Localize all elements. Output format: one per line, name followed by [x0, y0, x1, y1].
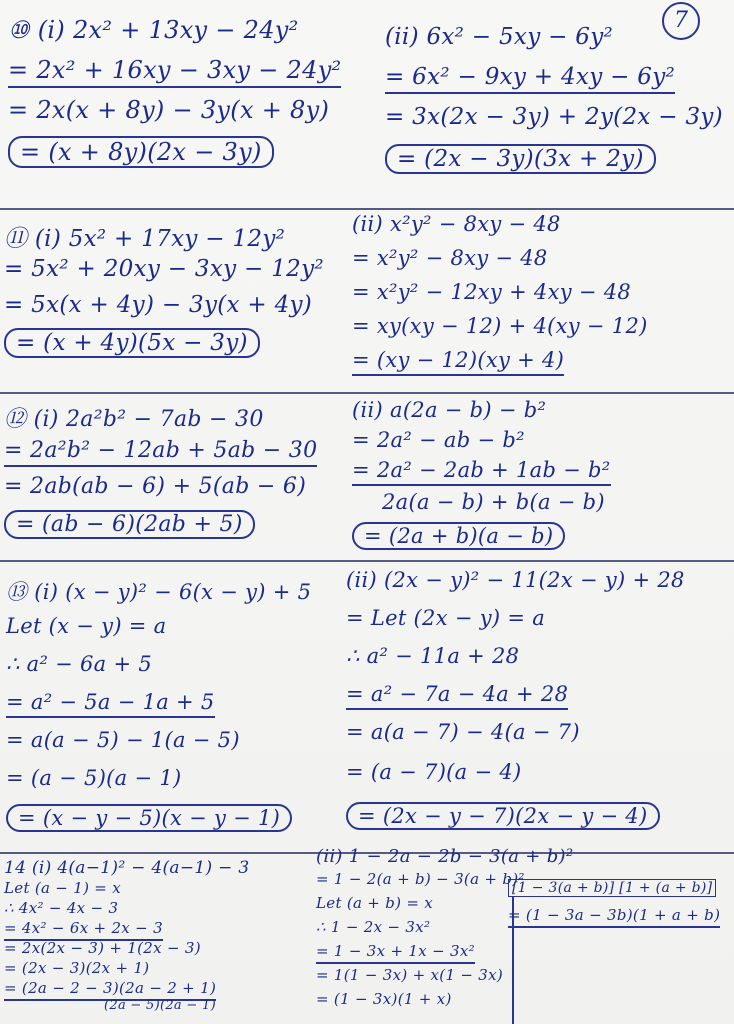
- section-divider-1: [0, 208, 734, 210]
- page-number: 7: [662, 2, 700, 40]
- question-11-part-ii: [352, 212, 648, 382]
- q10i-answer: = (x + 8y)(2x − 3y): [8, 136, 274, 168]
- q13i-line-2: Let (x − y) = a: [6, 614, 167, 638]
- q14ii-answer: = (1 − 3a − 3b)(1 + a + b): [508, 906, 720, 928]
- q12ii-line-1: (ii) a(2a − b) − b²: [352, 398, 547, 422]
- q13i-line-4: [6, 690, 311, 728]
- q14ii-line-6: = 1(1 − 3x) + x(1 − 3x): [316, 966, 504, 984]
- q11i-line-2: = 5x² + 20xy − 3xy − 12y²: [4, 256, 324, 282]
- q10ii-line-1: (ii) 6x² − 5xy − 6y²: [385, 24, 614, 50]
- question-11-part-i: [4, 220, 324, 368]
- q13ii-line-4: [346, 682, 685, 720]
- q13ii-answer: = (2x − y − 7)(2x − y − 4): [346, 802, 660, 830]
- q14ii-line-1: (ii) 1 − 2a − 2b − 3(a + b)²: [316, 846, 574, 867]
- q13ii-line-7: [346, 802, 685, 842]
- q10i-line-2-text: = 2x² + 16xy − 3xy − 24y²: [8, 56, 341, 88]
- q14i-line-2: Let (a − 1) = x: [4, 879, 121, 897]
- q10i-line-2: [8, 56, 341, 96]
- q12ii-answer: = (2a + b)(a − b): [352, 522, 565, 550]
- q13i-answer: = (x − y − 5)(x − y − 1): [6, 804, 292, 832]
- q11i-line-4: [4, 328, 324, 368]
- q14i-line-4-text: = 4x² − 6x + 2x − 3: [4, 919, 163, 941]
- question-10-part-i: [8, 16, 341, 176]
- q12ii-line-2: = 2a² − ab − b²: [352, 428, 525, 452]
- q14i-line-3: ∴ 4x² − 4x − 3: [4, 899, 119, 917]
- q14ii-line-4: ∴ 1 − 2x − 3x²: [316, 918, 431, 936]
- q13i-line-7: [6, 804, 311, 842]
- q13ii-line-6: = (a − 7)(a − 4): [346, 760, 522, 784]
- q11ii-line-1: (ii) x²y² − 8xy − 48: [352, 212, 561, 236]
- q13ii-line-5: = a(a − 7) − 4(a − 7): [346, 720, 580, 744]
- q12i-line-2-text: = 2a²b² − 12ab + 5ab − 30: [4, 438, 317, 467]
- question-14-part-ii-continued: [508, 880, 720, 936]
- question-12-part-ii: [352, 398, 611, 554]
- q14i-line-8: (2a − 5)(2a − 1): [104, 998, 216, 1013]
- q11i-answer: = (x + 4y)(5x − 3y): [4, 328, 260, 358]
- q10ii-line-4: [385, 144, 723, 184]
- q10ii-line-2-text: = 6x² − 9xy + 4xy − 6y²: [385, 64, 675, 94]
- q13i-line-1: ⑬ (i) (x − y)² − 6(x − y) + 5: [6, 580, 312, 604]
- q12ii-line-5: [352, 522, 611, 554]
- q14ii-bracket-factors: [1 − 3(a + b)] [1 + (a + b)]: [508, 879, 716, 897]
- q11i-line-1: ⑪ (i) 5x² + 17xy − 12y²: [4, 226, 286, 252]
- question-12-part-i: [4, 402, 317, 546]
- q14ii-line-2: = 1 − 2(a + b) − 3(a + b)²: [316, 870, 525, 888]
- q12i-line-3: = 2ab(ab − 6) + 5(ab − 6): [4, 474, 307, 499]
- q13ii-line-3: ∴ a² − 11a + 28: [346, 644, 520, 668]
- q11ii-line-3: = x²y² − 12xy + 4xy − 48: [352, 280, 632, 304]
- q11ii-line-5: [352, 348, 648, 382]
- q10i-line-4: [8, 136, 341, 176]
- q11i-line-3: = 5x(x + 4y) − 3y(x + 4y): [4, 292, 313, 318]
- q12i-line-2: [4, 438, 317, 474]
- q10ii-line-2: [385, 64, 723, 104]
- q14i-line-7-text: = (2a − 2 − 3)(2a − 2 + 1): [4, 979, 216, 1001]
- question-10-part-ii: [385, 24, 723, 184]
- q12i-answer: = (ab − 6)(2ab + 5): [4, 510, 255, 539]
- q10i-line-3: = 2x(x + 8y) − 3y(x + 8y): [8, 96, 330, 124]
- question-13-part-i: [6, 576, 311, 842]
- q10i-line-1: ⑩ (i) 2x² + 13xy − 24y²: [8, 16, 299, 44]
- q12ii-line-3-text: = 2a² − 2ab + 1ab − b²: [352, 458, 611, 486]
- question-13-part-ii: [346, 568, 685, 842]
- q13ii-line-1: (ii) (2x − y)² − 11(2x − y) + 28: [346, 568, 685, 592]
- q14i-line-6: = (2x − 3)(2x + 1): [4, 959, 150, 977]
- q14i-line-7: [4, 979, 250, 998]
- q13ii-line-2: = Let (2x − y) = a: [346, 606, 546, 630]
- q14i-line-4: [4, 919, 250, 939]
- q14i-line-1: 14 (i) 4(a−1)² − 4(a−1) − 3: [4, 858, 250, 878]
- section-divider-3: [0, 560, 734, 562]
- q13i-line-4-text: = a² − 5a − 1a + 5: [6, 690, 215, 718]
- q14ii-line-5: [316, 942, 573, 966]
- q11ii-line-2: = x²y² − 8xy − 48: [352, 246, 548, 270]
- section-divider-2: [0, 392, 734, 394]
- q13i-line-6: = (a − 5)(a − 1): [6, 766, 182, 790]
- q12i-line-4: [4, 510, 317, 546]
- q12ii-line-3: [352, 458, 611, 490]
- q14ii-cont-line-1: [508, 880, 720, 906]
- q10ii-answer: = (2x − 3y)(3x + 2y): [385, 144, 656, 174]
- question-14-part-i: [4, 858, 250, 1016]
- q13i-line-5: = a(a − 5) − 1(a − 5): [6, 728, 240, 752]
- q14ii-line-3: Let (a + b) = x: [316, 894, 434, 912]
- q11ii-line-4: = xy(xy − 12) + 4(xy − 12): [352, 314, 648, 338]
- q11ii-answer: = (xy − 12)(xy + 4): [352, 348, 564, 376]
- q12ii-line-4: 2a(a − b) + b(a − b): [382, 490, 605, 514]
- q14ii-cont-line-2: [508, 906, 720, 936]
- q14i-line-5: = 2x(2x − 3) + 1(2x − 3): [4, 939, 201, 957]
- q12i-line-1: ⑫ (i) 2a²b² − 7ab − 30: [4, 407, 264, 432]
- q10ii-line-3: = 3x(2x − 3y) + 2y(2x − 3y): [385, 104, 723, 130]
- q13ii-line-4-text: = a² − 7a − 4a + 28: [346, 682, 568, 710]
- q14ii-line-7: = (1 − 3x)(1 + x): [316, 990, 452, 1008]
- q13i-line-3: ∴ a² − 6a + 5: [6, 652, 153, 676]
- q14ii-line-5-text: = 1 − 3x + 1x − 3x²: [316, 942, 475, 964]
